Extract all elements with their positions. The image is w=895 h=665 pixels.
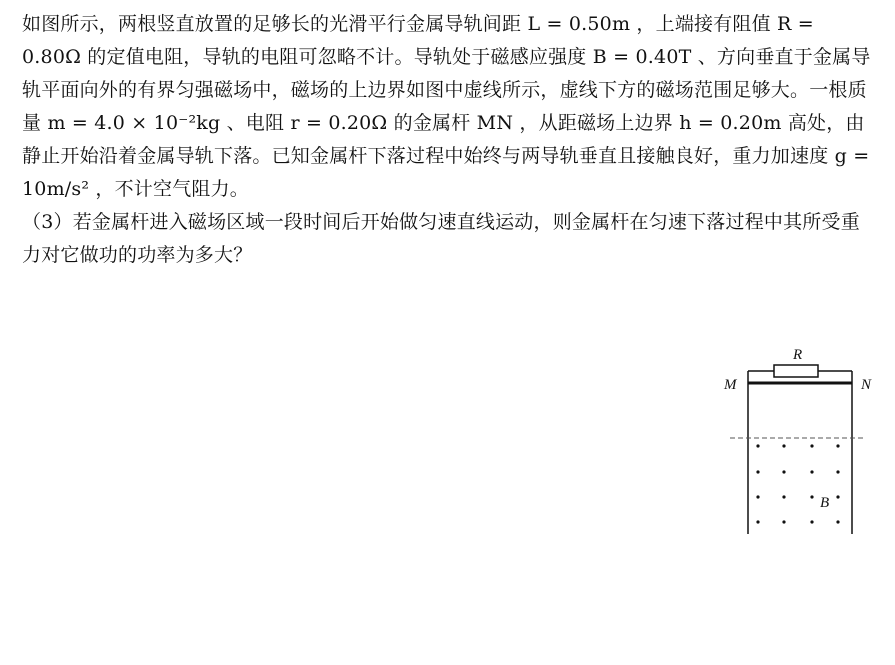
label-m: M <box>724 377 737 393</box>
circuit-figure <box>716 342 881 542</box>
problem-text <box>22 8 877 272</box>
label-n: N <box>861 377 872 393</box>
resistor-label: R <box>793 347 803 363</box>
rail-diagram <box>716 342 881 542</box>
resistor <box>774 365 818 377</box>
field-dots <box>756 444 839 523</box>
problem-statement: 如图所示，两根竖直放置的足够长的光滑平行金属导轨间距 L = 0.50m ，上端接有阻值 R = 0.80Ω 的定值电阻，导轨的电阻可忽略不计。导轨处于磁感应强度 B = 0.40T 、方向垂直于金属导轨平面向外的有界匀强磁场中，磁场的上边界如图中虚线所示，虚线下方的磁场范围足够大。一根质量 m = 4.0 × 10⁻²kg 、电阻 r = 0.20Ω 的金属杆 MN ，从距磁场上边界 h = 0.20m 高处，由静止开始沿着金属导轨下落。已知金属杆下落过程中始终与两导轨垂直且接触良好，重力加速度 g = 10m/s² ，不计空气阻力。 <box>22 13 871 200</box>
field-label-b: B <box>820 495 830 511</box>
question-3: （3）若金属杆进入磁场区域一段时间后开始做匀速直线运动，则金属杆在匀速下落过程中其所受重力对它做功的功率为多大？ <box>22 211 860 266</box>
